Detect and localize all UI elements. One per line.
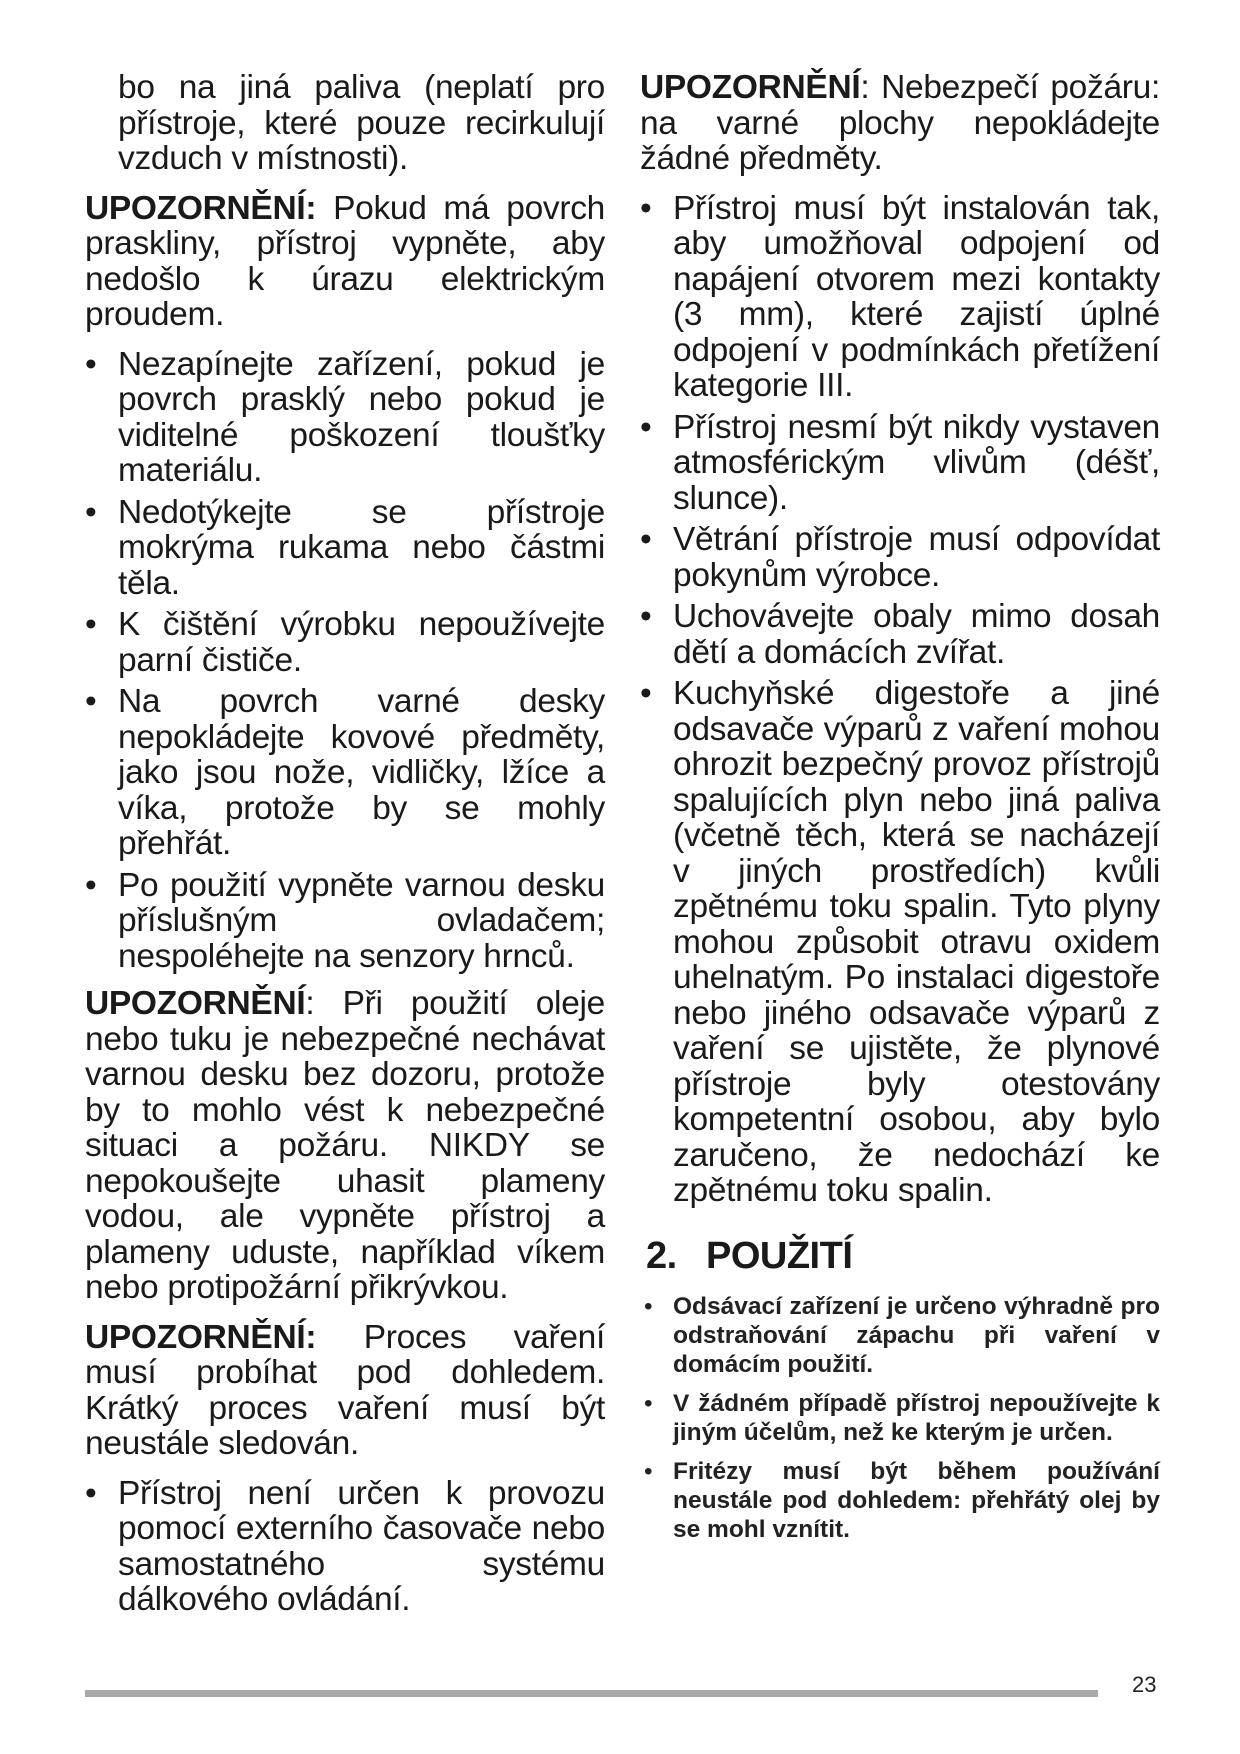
warning-fire-hazard <box>640 70 1160 177</box>
warning-text: : Nebezpečí požáru: na varné plochy nepokládejte žádné předměty. <box>640 69 1160 177</box>
list-item: • Přístroj musí být instalován tak, aby umožňoval odpojení od napájení otvorem mezi kontakty (3 mm), které zajistí úplné odpojení v podmínkách přetížení kategorie III. <box>640 191 1160 404</box>
list-item: • K čištění výrobku nepoužívejte parní čističe. <box>85 607 605 678</box>
warning-oil-fat <box>85 986 605 1306</box>
warning-text: Pokud má povrch praskliny, přístroj vypněte, aby nedošlo k úrazu elektrickým proudem. <box>85 189 605 333</box>
bullet-list-installation <box>640 191 1160 1209</box>
section-bullet-list <box>640 1292 1160 1544</box>
warning-label: UPOZORNĚNÍ <box>85 985 306 1022</box>
list-item: • Větrání přístroje musí odpovídat pokynům výrobce. <box>640 522 1160 593</box>
section-title: POUŽITÍ <box>706 1234 853 1277</box>
bullet-list-safety <box>85 347 605 975</box>
list-item: • Fritézy musí být během používání neustále pod dohledem: přehřátý olej by se mohl vznítit. <box>640 1457 1160 1544</box>
list-item: • Přístroj nesmí být nikdy vystaven atmosférickým vlivům (déšť, slunce). <box>640 410 1160 517</box>
section-heading <box>646 1235 1160 1278</box>
footer-divider <box>85 1690 1098 1697</box>
warning-text: Proces vaření musí probíhat pod dohledem. Krátký proces vaření musí být neustále sledován. <box>85 1318 605 1462</box>
list-item: • Odsávací zařízení je určeno výhradně pro odstraňování zápachu při vaření v domácím použití. <box>640 1292 1160 1379</box>
list-item: • Přístroj není určen k provozu pomocí externího časovače nebo samostatného systému dálkového ovládání. <box>85 1476 605 1618</box>
warning-cooking-supervision <box>85 1320 605 1462</box>
list-item: • Po použití vypněte varnou desku příslušným ovladačem; nespoléhejte na senzory hrnců. <box>85 868 605 975</box>
page-number: 23 <box>1132 1672 1157 1697</box>
paragraph-continuation: bo na jiná paliva (neplatí pro přístroje, které pouze recirkulují vzduch v místnosti). <box>118 69 605 177</box>
left-column <box>85 70 605 1630</box>
list-item: • Na povrch varné desky nepokládejte kovové předměty, jako jsou nože, vidličky, lžíce a víka, protože by se mohly přehřát. <box>85 684 605 862</box>
list-item: • Nezapínejte zařízení, pokud je povrch prasklý nebo pokud je viditelné poškození tloušťky materiálu. <box>85 347 605 489</box>
warning-surface-cracks <box>85 191 605 333</box>
bullet-list-timer <box>85 1476 605 1618</box>
warning-label: UPOZORNĚNÍ <box>640 69 861 106</box>
list-item: • Kuchyňské digestoře a jiné odsavače výparů z vaření mohou ohrozit bezpečný provoz přístrojů spalujících plyn nebo jiná paliva (včetně těch, která se nacházejí v jiných prostředích) kvůli zpětnému toku spalin. Tyto plyny mohou způsobit otravu oxidem uhelnatým. Po instalaci digestoře nebo jiného odsavače výparů z vaření se ujistěte, že plynové přístroje byly otestovány kompetentní osobou, aby bylo zaručeno, že nedochází ke zpětnému toku spalin. <box>640 676 1160 1209</box>
list-item: • Uchovávejte obaly mimo dosah dětí a domácích zvířat. <box>640 599 1160 670</box>
list-item: • Nedotýkejte se přístroje mokrýma rukama nebo částmi těla. <box>85 495 605 602</box>
list-item: • V žádném případě přístroj nepoužívejte k jiným účelům, než ke kterým je určen. <box>640 1389 1160 1447</box>
warning-label: UPOZORNĚNÍ: <box>85 1318 317 1356</box>
warning-text: : Při použití oleje nebo tuku je nebezpečné nechávat varnou desku bez dozoru, protože by to mohlo vést k nebezpečné situaci a požáru. NIKDY se nepokoušejte uhasit plameny vodou, ale vypněte přístroj a plameny uduste, například víkem nebo protipožární přikrývkou. <box>85 985 605 1306</box>
right-column <box>640 70 1160 1554</box>
section-number: 2. <box>646 1234 677 1277</box>
warning-label: UPOZORNĚNÍ: <box>85 189 317 227</box>
